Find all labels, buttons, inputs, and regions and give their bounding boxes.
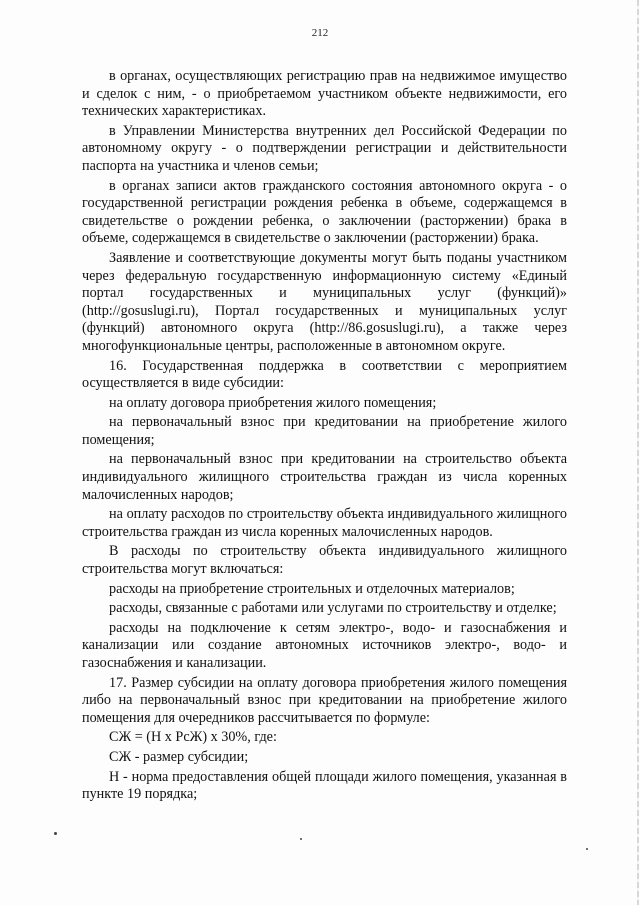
paragraph-registration-rights: в органах, осуществляющих регистрацию прав на недвижимое имущество и сделок с ним, - о приобретаемом участником объекте недвижимости, его технических характеристиках.	[82, 68, 567, 120]
scan-edge	[637, 0, 639, 905]
paragraph-zags: в органах записи актов гражданского состояния автономного округа - о государственной регистрации рождения ребенка в объеме, содержащемся в свидетельстве о рождении ребенка, о заключении (расторжении) брака в объеме, содержащемся в свидетельстве о заключении (расторжении) брака.	[82, 177, 567, 247]
list-item-purchase-contract: на оплату договора приобретения жилого помещения;	[109, 394, 437, 411]
formula-definition-n: Н - норма предоставления общей площади жилого помещения, указанная в пункте 19 порядка;	[82, 768, 567, 803]
list-item-construction-costs: на оплату расходов по строительству объекта индивидуального жилищного строительства граждан из числа коренных малочисленных народов.	[82, 506, 567, 540]
scan-speck	[586, 848, 588, 850]
formula: СЖ = (Н х РсЖ) х 30%, где:	[109, 729, 277, 746]
paragraph-clause-16: 16. Государственная поддержка в соответствии с мероприятием осуществляется в виде субсидии:	[82, 357, 567, 392]
paragraph-clause-17: 17. Размер субсидии на оплату договора приобретения жилого помещения либо на первоначальный взнос при кредитовании на приобретение жилого помещения для очередников рассчитывается по формуле:	[82, 674, 567, 726]
page-number: 212	[311, 27, 329, 39]
paragraph-application-portals: Заявление и соответствующие документы могут быть поданы участником через федеральную государственную информационную систему «Единый портал государственных и муниципальных услуг (функций)» (http://gosuslugi.ru), Портал государственных и муниципальных услуг (функций) автономного округа (http://86.gosuslugi.ru), а также через многофункциональные центры, расположенные в автономном округе.	[82, 249, 567, 354]
formula-definition-szh: СЖ - размер субсидии;	[109, 748, 249, 765]
list-item-utilities: расходы на подключение к сетям электро-, водо- и газоснабжения и канализации или создание автономных источников электро-, водо- и газоснабжения и канализации.	[82, 619, 567, 671]
list-item-works-services: расходы, связанные с работами или услугами по строительству и отделке;	[109, 600, 557, 617]
list-item-down-payment-construction: на первоначальный взнос при кредитовании на строительство объекта индивидуального жилищного строительства граждан из числа коренных малочисленных народов;	[82, 451, 567, 503]
document-body	[82, 68, 567, 806]
list-item-down-payment-purchase: на первоначальный взнос при кредитовании на приобретение жилого помещения;	[82, 414, 567, 448]
scan-speck	[54, 832, 57, 835]
paragraph-mvd: в Управлении Министерства внутренних дел Российской Федерации по автономному округу - о подтверждении регистрации и действительности паспорта на участника и членов семьи;	[82, 122, 567, 174]
list-item-materials: расходы на приобретение строительных и отделочных материалов;	[109, 580, 515, 597]
paragraph-construction-expenses: В расходы по строительству объекта индивидуального жилищного строительства могут включаться:	[82, 543, 567, 578]
scan-speck	[300, 838, 302, 840]
